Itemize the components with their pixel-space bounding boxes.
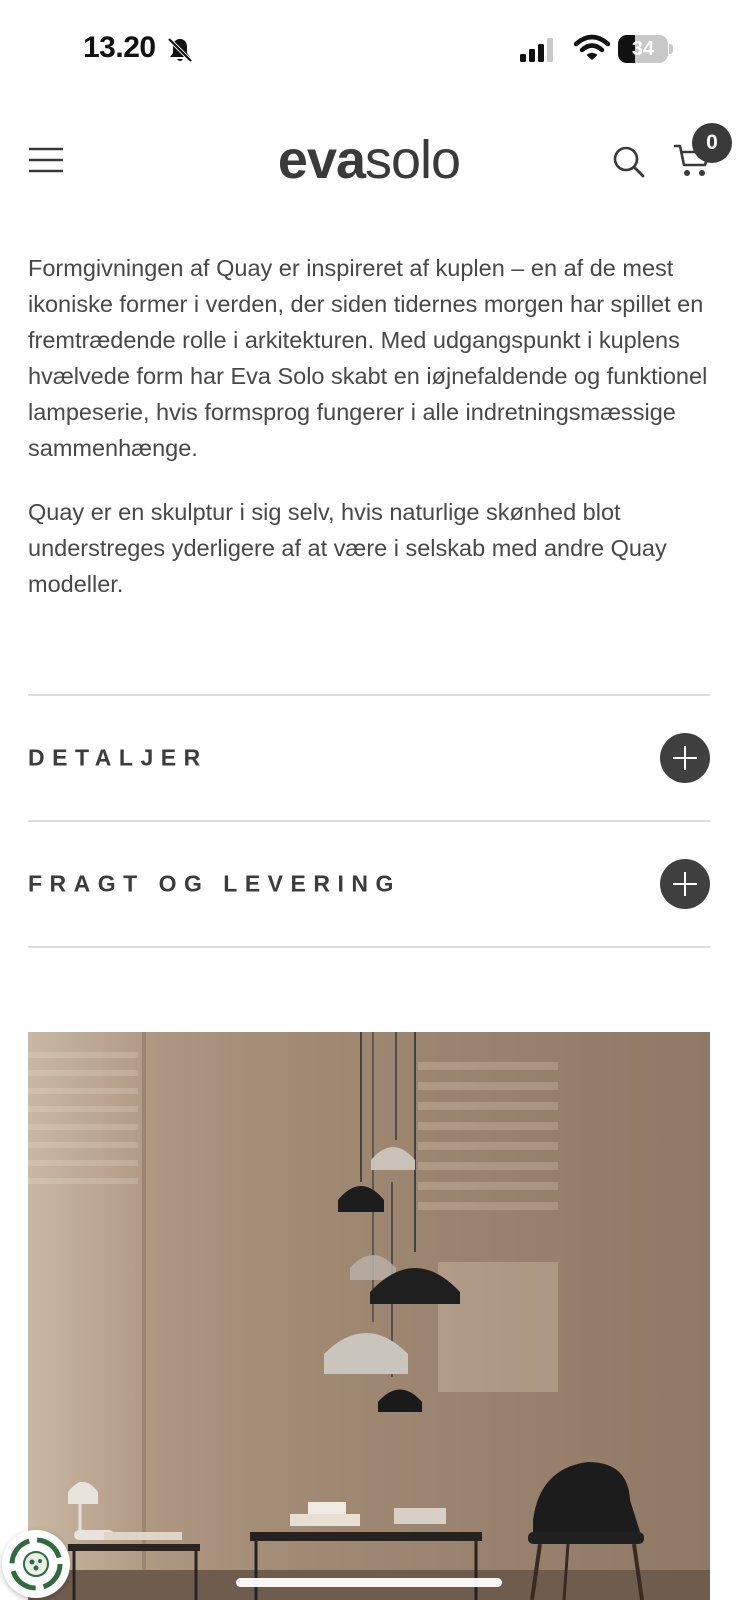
accordion-label: DETALJER (28, 744, 208, 771)
product-lifestyle-image (28, 1032, 710, 1600)
search-icon[interactable] (612, 145, 646, 179)
logo-solo: solo (365, 130, 461, 190)
logo-eva: eva (277, 130, 366, 190)
accordion-shipping-delivery[interactable] (28, 822, 710, 946)
cart-count-badge[interactable]: 0 (692, 123, 732, 163)
status-time: 13.20 (83, 31, 156, 64)
plus-icon[interactable] (660, 733, 710, 783)
battery-percent: 34 (631, 38, 655, 60)
bell-muted-icon (166, 36, 194, 64)
description-paragraph: Formgivningen af Quay er inspireret af kuplen – en af de mest ikoniske former i verden, der siden tidernes morgen har spillet en fremtrædende rolle i arkitekturen. Med udgangspunkt i kuplens hvælvede form har Eva Solo skabt en iøjnefaldende og funktionel lampeserie, hvis formsprog fungerer i alle indretningsmæssige sammenhænge. (28, 255, 708, 461)
divider (28, 946, 710, 948)
plus-icon[interactable] (660, 859, 710, 909)
home-indicator[interactable] (236, 1578, 502, 1587)
cellular-signal-icon (520, 38, 560, 62)
accordion-label: FRAGT OG LEVERING (28, 870, 401, 897)
product-description (28, 250, 718, 630)
status-bar (0, 0, 738, 100)
battery-indicator (618, 35, 674, 63)
accordion-details[interactable] (28, 696, 710, 820)
wifi-icon (574, 34, 610, 62)
description-paragraph: Quay er en skulptur i sig selv, hvis naturlige skønhed blot understreges yderligere af at være i selskab med andre Quay modeller. (28, 499, 667, 597)
recycle-badge-icon[interactable] (2, 1530, 70, 1598)
site-header (0, 115, 738, 210)
